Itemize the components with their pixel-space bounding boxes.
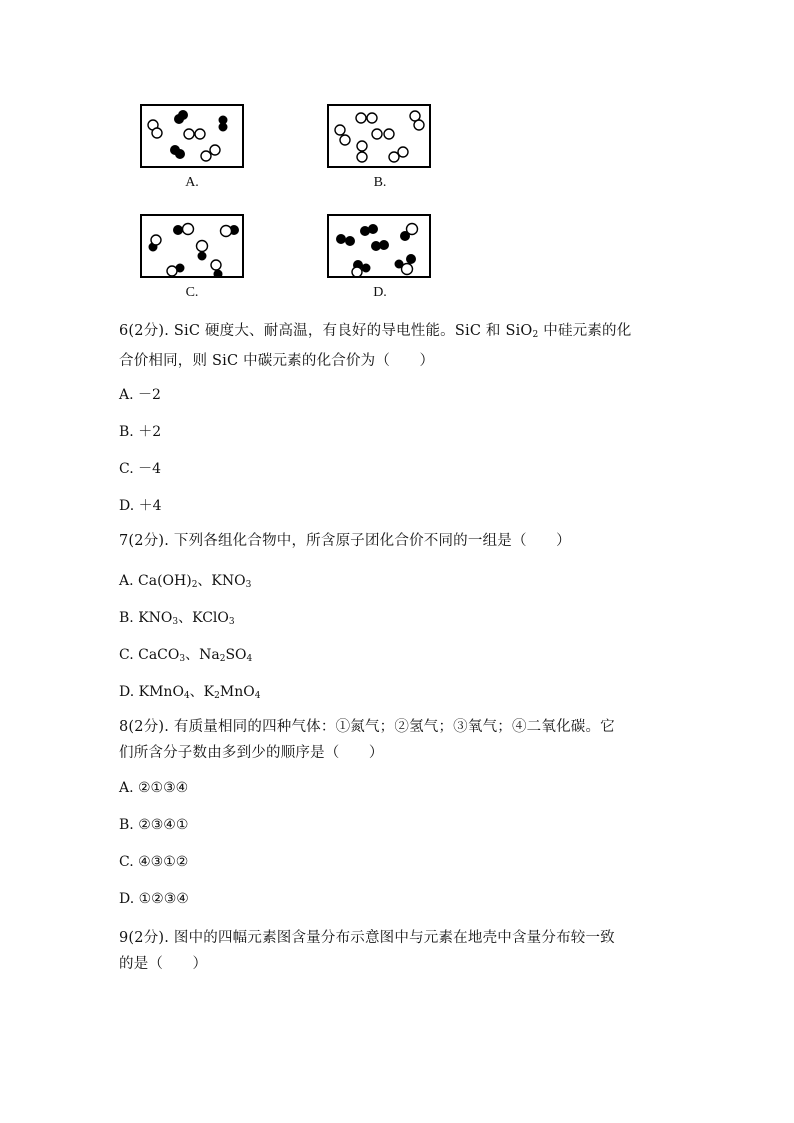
question-6-option-c: C. －4: [119, 461, 162, 477]
formula-subscript: 4: [183, 691, 190, 701]
figure-c-box: [140, 214, 244, 278]
question-9-line-1: 9(2分). 图中的四幅元素图含量分布示意图中与元素在地壳中含量分布较一致: [119, 930, 615, 946]
formula-subscript: 4: [246, 654, 253, 664]
figure-b-particles: [329, 106, 429, 166]
question-9-line-2: 的是（ ）: [119, 956, 208, 972]
figure-d-particles: [329, 216, 429, 276]
formula-text: 、KNO: [197, 573, 246, 589]
formula-text: KMnO: [138, 684, 184, 700]
question-7-option-c: [119, 644, 252, 664]
figure-d-caption: D.: [373, 285, 387, 300]
question-7-option-b: [119, 607, 235, 627]
question-6-option-d: D. ＋4: [119, 498, 162, 514]
question-6-line-2: 合价相同，则 SiC 中碳元素的化合价为（ ）: [119, 353, 435, 369]
formula-subscript: 4: [254, 691, 261, 701]
question-8-stem: [119, 714, 615, 766]
formula-subscript: 2: [191, 580, 198, 590]
question-6-option-b: B. ＋2: [119, 424, 162, 440]
formula-text: CaCO: [138, 647, 180, 663]
figure-a-box: [140, 104, 244, 168]
formula-subscript: 3: [228, 617, 235, 627]
question-7-stem: 7(2分). 下列各组化合物中，所含原子团化合价不同的一组是（ ）: [119, 533, 571, 549]
formula-subscript: 3: [172, 617, 179, 627]
question-7-option-a: [119, 570, 251, 590]
question-8-line-2: 们所含分子数由多到少的顺序是（ ）: [119, 745, 384, 761]
option-label: D.: [119, 684, 139, 700]
question-8-line-1: 8(2分). 有质量相同的四种气体：①氮气；②氢气；③氧气；④二氧化碳。它: [119, 719, 615, 735]
option-label: B.: [119, 610, 139, 626]
figure-c-caption: C.: [185, 285, 199, 300]
question-6-line-1: 6(2分). SiC 硬度大、耐高温，有良好的导电性能。SiC 和 SiO$_2$ 中硅元素的化: [119, 323, 632, 340]
figure-b-caption: B.: [373, 175, 387, 190]
formula-subscript: 3: [245, 580, 252, 590]
question-8-option-d: D. ①②③④: [119, 891, 189, 907]
formula-text: KNO: [138, 610, 173, 626]
formula-text: SO: [225, 647, 247, 663]
figure-b-box: [327, 104, 431, 168]
formula-subscript: 2: [214, 691, 220, 701]
formula-subscript: 3: [179, 654, 186, 664]
question-8-option-b: B. ②③④①: [119, 817, 189, 833]
formula-text: 、K: [189, 684, 215, 700]
question-8-option-c: C. ④③①②: [119, 854, 189, 870]
formula-text: Ca(OH): [138, 573, 192, 589]
formula-text: 、KClO: [178, 610, 229, 626]
option-label: C.: [119, 647, 139, 663]
option-label: A.: [119, 573, 139, 589]
figure-a-particles: [142, 106, 242, 166]
figure-c-particles: [142, 216, 242, 276]
question-8-option-a: A. ②①③④: [119, 780, 189, 796]
question-7-option-d: [119, 681, 260, 701]
formula-text: MnO: [219, 684, 255, 700]
question-6-stem: [119, 318, 631, 374]
question-9-stem: [119, 925, 615, 977]
figure-a-caption: A.: [185, 175, 199, 190]
question-6-option-a: A. －2: [119, 387, 161, 403]
formula-subscript: 2: [219, 654, 226, 664]
figure-d-box: [327, 214, 431, 278]
formula-text: 、Na: [185, 647, 220, 663]
